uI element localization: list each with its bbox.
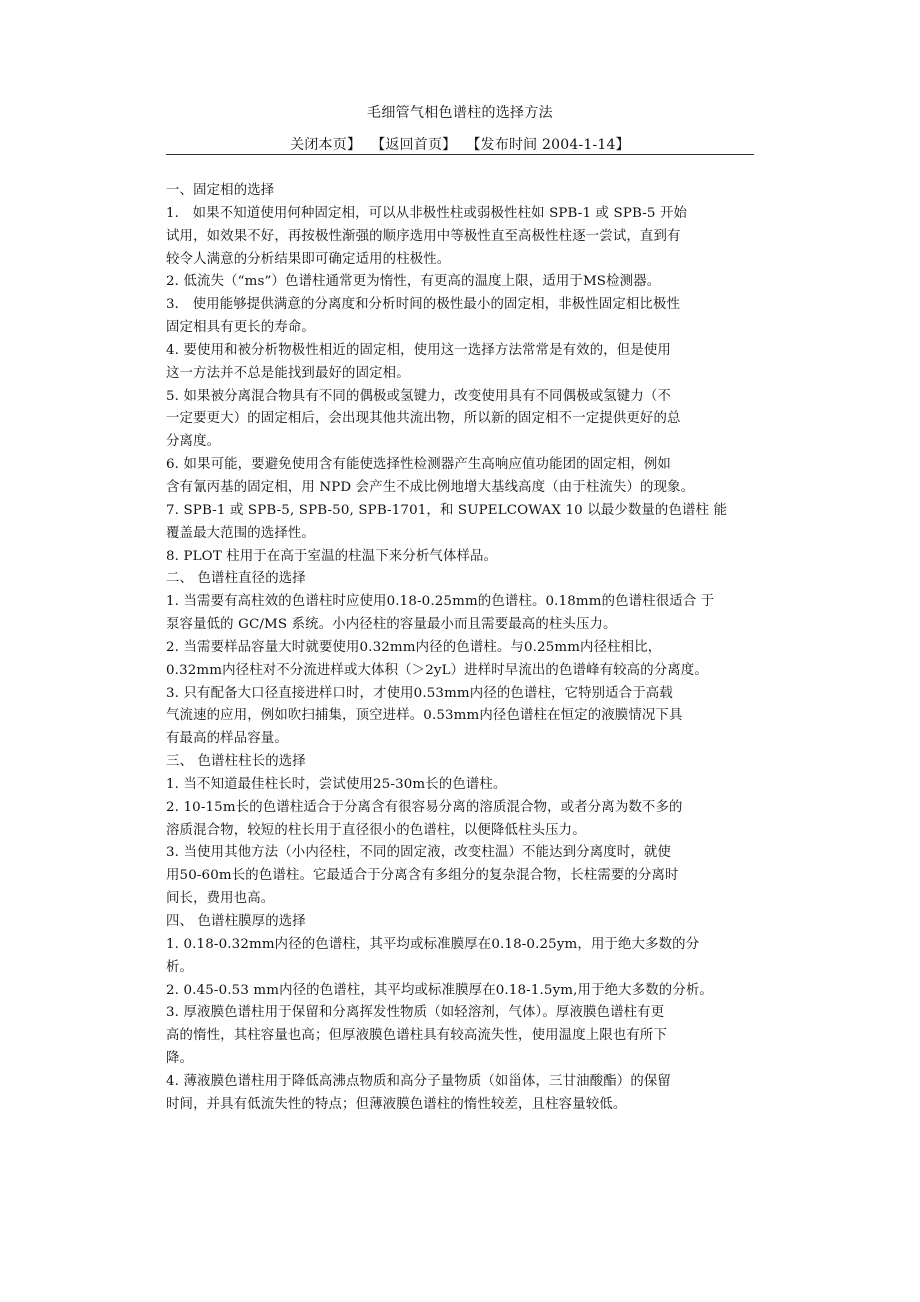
text-line: 三、 色谱柱柱长的选择 (166, 754, 306, 770)
text-line: 7. SPB-1 或 SPB-5, SPB-50, SPB-1701，和 SUPELCOWAX 10 以最少数量的色谱柱 能 (166, 502, 728, 518)
text-line: 有最高的样品容量。 (166, 731, 288, 747)
text-line: 1. 当需要有高柱效的色谱柱时应使用0.18-0.25mm的色谱柱。0.18mm的色谱柱很适合 于 (166, 594, 715, 610)
text-line: 二、 色谱柱直径的选择 (166, 571, 306, 587)
text-line: 6. 如果可能，要避免使用含有能使选择性检测器产生高响应值功能团的固定相，例如 (166, 457, 671, 473)
text-line: 8. PLOT 柱用于在高于室温的柱温下来分析气体样品。 (166, 548, 498, 564)
text-line: 3． 使用能够提供满意的分离度和分析时间的极性最小的固定相，非极性固定相比极性 (166, 297, 681, 313)
text-line: 试用，如效果不好，再按极性渐强的顺序选用中等极性直至高极性柱逐一尝试，直到有 (166, 228, 681, 244)
return-home-link[interactable]: 【返回首页】 (371, 137, 457, 153)
article-nav-bar (0, 135, 920, 155)
text-line: 高的惰性，其柱容量也高；但厚液膜色谱柱具有较高流失性，使用温度上限也有所下 (166, 1028, 668, 1044)
text-line: 这一方法并不总是能找到最好的固定相。 (166, 365, 410, 381)
text-line: 2. 0.45-0.53 mm内径的色谱柱，其平均或标准膜厚在0.18-1.5ym,用于绝大多数的分析。 (166, 982, 713, 998)
text-line: 1． 如果不知道使用何种固定相，可以从非极性柱或弱极性柱如 SPB-1 或 SPB-5 开始 (166, 205, 688, 221)
text-line: 3. 当使用其他方法（小内径柱，不同的固定液，改变柱温）不能达到分离度时，就使 (166, 845, 671, 861)
text-line: 4. 薄液膜色谱柱用于降低高沸点物质和高分子量物质（如甾体，三甘油酸酯）的保留 (166, 1073, 671, 1089)
text-line: 固定相具有更长的寿命。 (166, 320, 315, 336)
text-line: 覆盖最大范围的选择性。 (166, 525, 315, 541)
text-line: 1. 0.18-0.32mm内径的色谱柱，其平均或标准膜厚在0.18-0.25ym，用于绝大多数的分 (166, 936, 700, 952)
text-line: 4. 要使用和被分析物极性相近的固定相，使用这一选择方法常常是有效的，但是使用 (166, 342, 671, 358)
text-line: 降。 (166, 1051, 194, 1067)
text-line: 时间，并具有低流失性的特点；但薄液膜色谱柱的惰性较差，且柱容量较低。 (166, 1096, 627, 1112)
close-page-link[interactable]: 关闭本页】 (290, 137, 362, 153)
text-line: 溶质混合物，较短的柱长用于直径很小的色谱柱，以便降低柱头压力。 (166, 822, 586, 838)
text-line: 分离度。 (166, 434, 221, 450)
text-line: 3. 只有配备大口径直接进样口时，才使用0.53mm内径的色谱柱，它特别适合于高载 (166, 685, 673, 701)
text-line: 0.32mm内径柱对不分流进样或大体积（＞2yL）进样时早流出的色谱峰有较高的分离度。 (166, 662, 708, 678)
text-line: 5. 如果被分离混合物具有不同的偶极或氢键力，改变使用具有不同偶极或氢键力（不 (166, 388, 671, 404)
text-line: 一、固定相的选择 (166, 183, 275, 198)
text-line: 2. 当需要样品容量大时就要使用0.32mm内径的色谱柱。与0.25mm内径柱相比， (166, 639, 662, 655)
text-line: 四、 色谱柱膜厚的选择 (166, 914, 306, 929)
text-line: 气流速的应用，例如吹扫捕集，顶空进样。0.53mm内径色谱柱在恒定的液膜情况下具 (166, 708, 683, 724)
text-line: 含有氰丙基的固定相，用 NPD 会产生不成比例地增大基线高度（由于柱流失）的现象。 (166, 479, 695, 495)
text-line: 一定要更大）的固定相后，会出现其他共流出物，所以新的固定相不一定提供更好的总 (166, 411, 681, 427)
text-line: 较令人满意的分析结果即可确定适用的柱极性。 (166, 251, 451, 267)
text-line: 2. 10-15m长的色谱柱适合于分离含有很容易分离的溶质混合物，或者分离为数不多的 (166, 799, 683, 815)
text-line: 泵容量低的 GC/MS 系统。小内径柱的容量最小而且需要最高的柱头压力。 (166, 617, 617, 633)
publish-date-label: 【发布时间 2004-1-14】 (466, 137, 630, 153)
text-line: 析。 (166, 959, 194, 975)
text-line: 间长，费用也高。 (166, 891, 275, 907)
text-line: 2. 低流失（“ms”）色谱柱通常更为惰性，有更高的温度上限，适用于MS检测器。 (166, 274, 661, 290)
text-line: 用50-60m长的色谱柱。它最适合于分离含有多组分的复杂混合物，长柱需要的分离时 (166, 868, 679, 884)
text-line: 3. 厚液膜色谱柱用于保留和分离挥发性物质（如轻溶剂，气体）。厚液膜色谱柱有更 (166, 1005, 665, 1021)
page-title: 毛细管气相色谱柱的选择方法 (367, 105, 553, 121)
header-divider (166, 154, 754, 155)
text-line: 1. 当不知道最佳柱长时，尝试使用25-30m长的色谱柱。 (166, 776, 507, 792)
article-body (166, 180, 766, 1117)
